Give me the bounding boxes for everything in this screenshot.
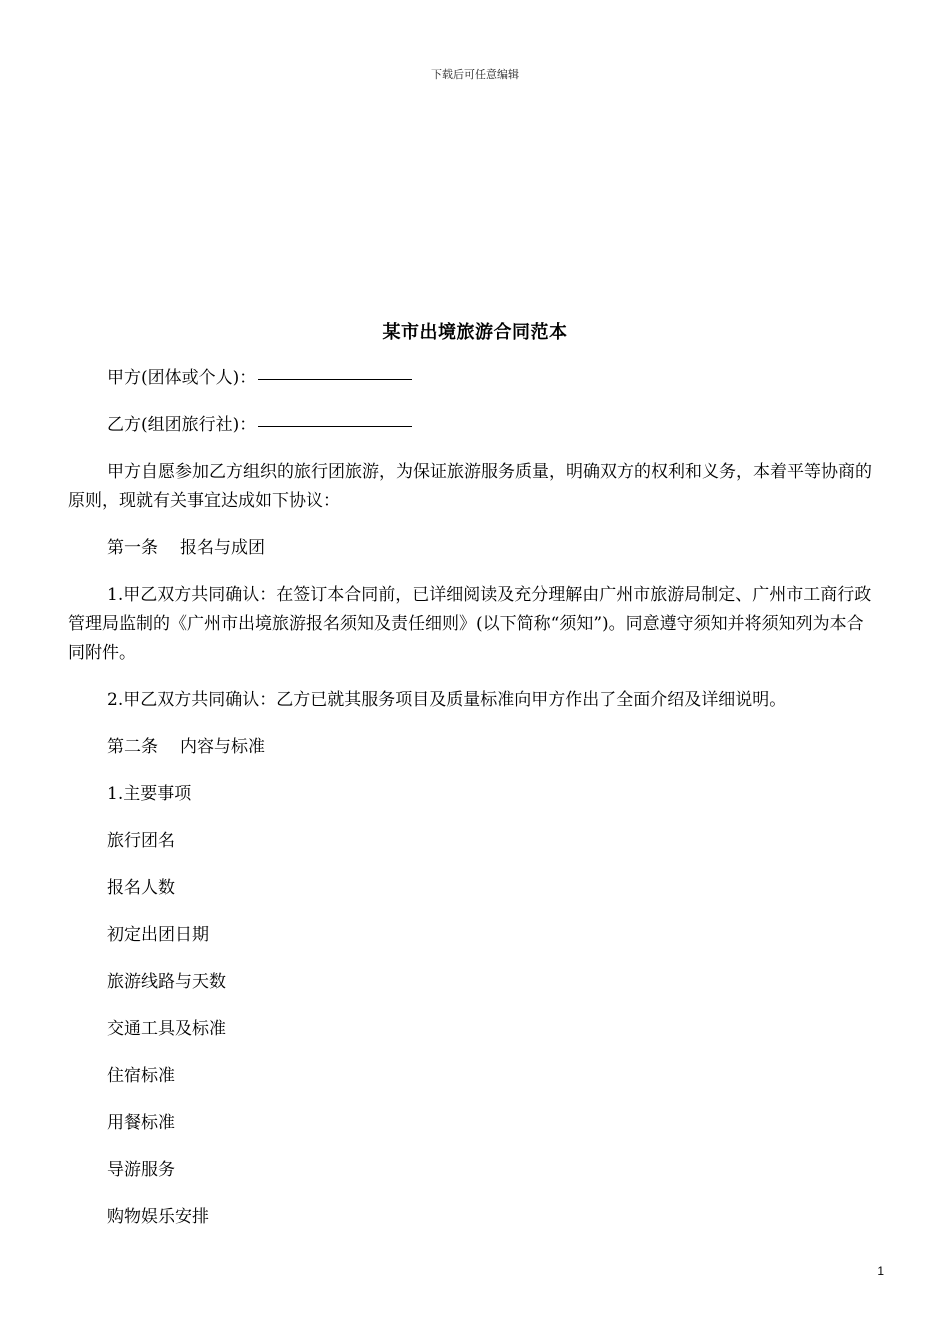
party-a-line [68,364,878,393]
article-1-heading [68,534,878,563]
article-2-heading [68,733,878,762]
party-a-label: 甲方(团体或个人)： [107,368,257,388]
item-headcount: 报名人数 [107,878,175,898]
item-transport: 交通工具及标准 [107,1019,226,1039]
item-route-days: 旅游线路与天数 [107,972,226,992]
clause-2-1: 1.主要事项 [107,784,192,804]
article-2-title: 内容与标准 [180,737,265,757]
document-title: 某市出境旅游合同范本 [382,322,568,343]
article-1-title: 报名与成团 [180,538,265,558]
page-number: 1 [877,1264,884,1278]
header-note: 下载后可任意编辑 [431,68,519,81]
item-tour-name: 旅行团名 [107,831,175,851]
party-a-blank [258,378,412,380]
article-2-number: 第二条 [107,737,158,757]
party-b-label: 乙方(组团旅行社)： [107,415,257,435]
item-shopping-entertainment: 购物娱乐安排 [107,1207,209,1227]
item-meals: 用餐标准 [107,1113,175,1133]
item-accommodation: 住宿标准 [107,1066,175,1086]
document-body [68,364,878,1250]
clause-1-2: 2.甲乙双方共同确认：乙方已就其服务项目及质量标准向甲方作出了全面介绍及详细说明。 [107,690,787,710]
item-departure-date: 初定出团日期 [107,925,209,945]
clause-1-1: 1.甲乙双方共同确认：在签订本合同前，已详细阅读及充分理解由广州市旅游局制定、广州市工商行政管理局监制的《广州市出境旅游报名须知及责任细则》(以下简称“须知”)。同意遵守须知并将须知列为本合同附件。 [68,585,872,663]
article-1-number: 第一条 [107,538,158,558]
party-b-line [68,411,878,440]
party-b-blank [258,425,412,427]
intro-paragraph: 甲方自愿参加乙方组织的旅行团旅游，为保证旅游服务质量，明确双方的权利和义务，本着平等协商的原则，现就有关事宜达成如下协议： [68,462,872,511]
item-guide-service: 导游服务 [107,1160,175,1180]
